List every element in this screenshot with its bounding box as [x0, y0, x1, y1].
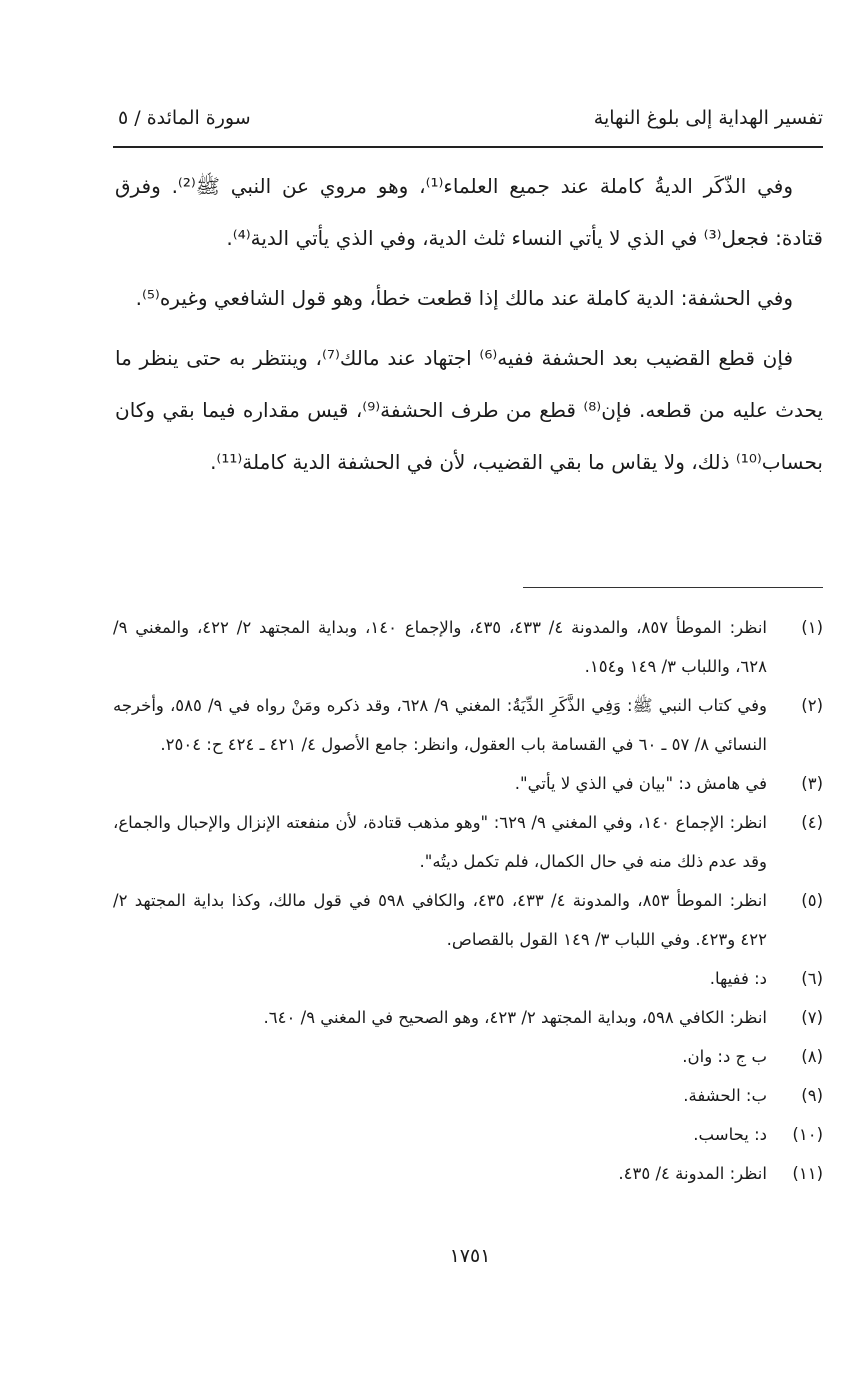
footnote-number: (٤)	[801, 813, 823, 832]
footnote-text: انظر: الموطأ ٨٥٣، والمدونة ٤/ ٤٣٣، ٤٣٥، والكافي ٥٩٨ في قول مالك، وكذا بداية المجتهد ٢/ ٤٢٢ و٤٢٣. وفي اللباب ٣/ ١٤٩ القول بالقصاص.	[113, 891, 767, 949]
footnote-separator	[523, 587, 823, 588]
footnotes-list	[113, 608, 823, 1193]
footnote	[113, 803, 823, 881]
footnote-number: (١٠)	[792, 1125, 823, 1144]
footnote	[113, 959, 823, 998]
footnote-text: د: يحاسب.	[693, 1125, 767, 1144]
running-header-sura: سورة المائدة / ٥	[118, 107, 251, 129]
footnote	[113, 608, 823, 686]
footnote-number: (٥)	[801, 891, 823, 910]
footnote-text: انظر: الكافي ٥٩٨، وبداية المجتهد ٢/ ٤٢٣، وهو الصحيح في المغني ٩/ ٦٤٠.	[263, 1008, 767, 1027]
footnote-number: (٦)	[801, 969, 823, 988]
footnote-text: ب: الحشفة.	[683, 1086, 767, 1105]
footnote-text: انظر: المدونة ٤/ ٤٣٥.	[618, 1164, 767, 1183]
footnote	[113, 1115, 823, 1154]
paragraph: فإن قطع القضيب بعد الحشفة ففيه⁽⁶⁾ اجتهاد عند مالك⁽⁷⁾، وينتظر به حتى ينظر ما يحدث عليه من قطعه. فإن⁽⁸⁾ قطع من طرف الحشفة⁽⁹⁾، قيس مقداره فيما بقي وكان بحساب⁽¹⁰⁾ ذلك، ولا يقاس ما بقي القضيب، لأن في الحشفة الدية كاملة⁽¹¹⁾.	[115, 346, 823, 474]
paragraph: وفي الذّكَر الديةُ كاملة عند جميع العلماء⁽¹⁾، وهو مروي عن النبي ﷺ⁽²⁾. وفرق قتادة: فجعل⁽³⁾ في الذي لا يأتي النساء ثلث الدية، وفي الذي يأتي الدية⁽⁴⁾.	[115, 174, 823, 250]
footnote-number: (٢)	[801, 696, 823, 715]
footnote-number: (٨)	[801, 1047, 823, 1066]
footnote-number: (٩)	[801, 1086, 823, 1105]
paragraph: وفي الحشفة: الدية كاملة عند مالك إذا قطعت خطأ، وهو قول الشافعي وغيره⁽⁵⁾.	[135, 286, 793, 310]
footnote	[113, 1076, 823, 1115]
footnote-number: (١)	[801, 618, 823, 637]
footnote	[113, 881, 823, 959]
footnote-text: د: ففيها.	[709, 969, 767, 988]
footnote-text: وفي كتاب النبي ﷺ: وَفِي الذَّكَرِ الدِّيَةُ: المغني ٩/ ٦٢٨، وقد ذكره ومَنْ رواه في ٩/ ٥٨٥، وأخرجه النسائي ٨/ ٥٧ ـ ٦٠ في القسامة باب العقول، وانظر: جامع الأصول ٤/ ٤٢١ ـ ٤٢٤ ح: ٢٥٠٤.	[113, 696, 768, 754]
header-rule	[113, 146, 823, 148]
footnote-number: (١١)	[792, 1164, 823, 1183]
footnote-text: انظر: الموطأ ٨٥٧، والمدونة ٤/ ٤٣٣، ٤٣٥، والإجماع ١٤٠، وبداية المجتهد ٢/ ٤٢٢، والمغني ٩/ ٦٢٨، واللباب ٣/ ١٤٩ و١٥٤.	[113, 618, 767, 676]
main-text	[115, 160, 823, 496]
footnote-text: انظر: الإجماع ١٤٠، وفي المغني ٩/ ٦٢٩: "وهو مذهب قتادة، لأن منفعته الإنزال والإحبال والجماع، وقد عدم ذلك منه في حال الكمال، فلم تكمل ديتُه".	[113, 813, 767, 871]
footnote-number: (٣)	[801, 774, 823, 793]
footnote-text: ب ج د: وان.	[682, 1047, 767, 1066]
footnote	[113, 1037, 823, 1076]
footnote-text: في هامش د: "بيان في الذي لا يأتي".	[514, 774, 767, 793]
footnote	[113, 686, 823, 764]
footnote-number: (٧)	[801, 1008, 823, 1027]
footnote	[113, 998, 823, 1037]
footnote	[113, 764, 823, 803]
running-header-book-title: تفسير الهداية إلى بلوغ النهاية	[593, 107, 823, 129]
footnote	[113, 1154, 823, 1193]
page-number: ١٧٥١	[449, 1245, 491, 1267]
